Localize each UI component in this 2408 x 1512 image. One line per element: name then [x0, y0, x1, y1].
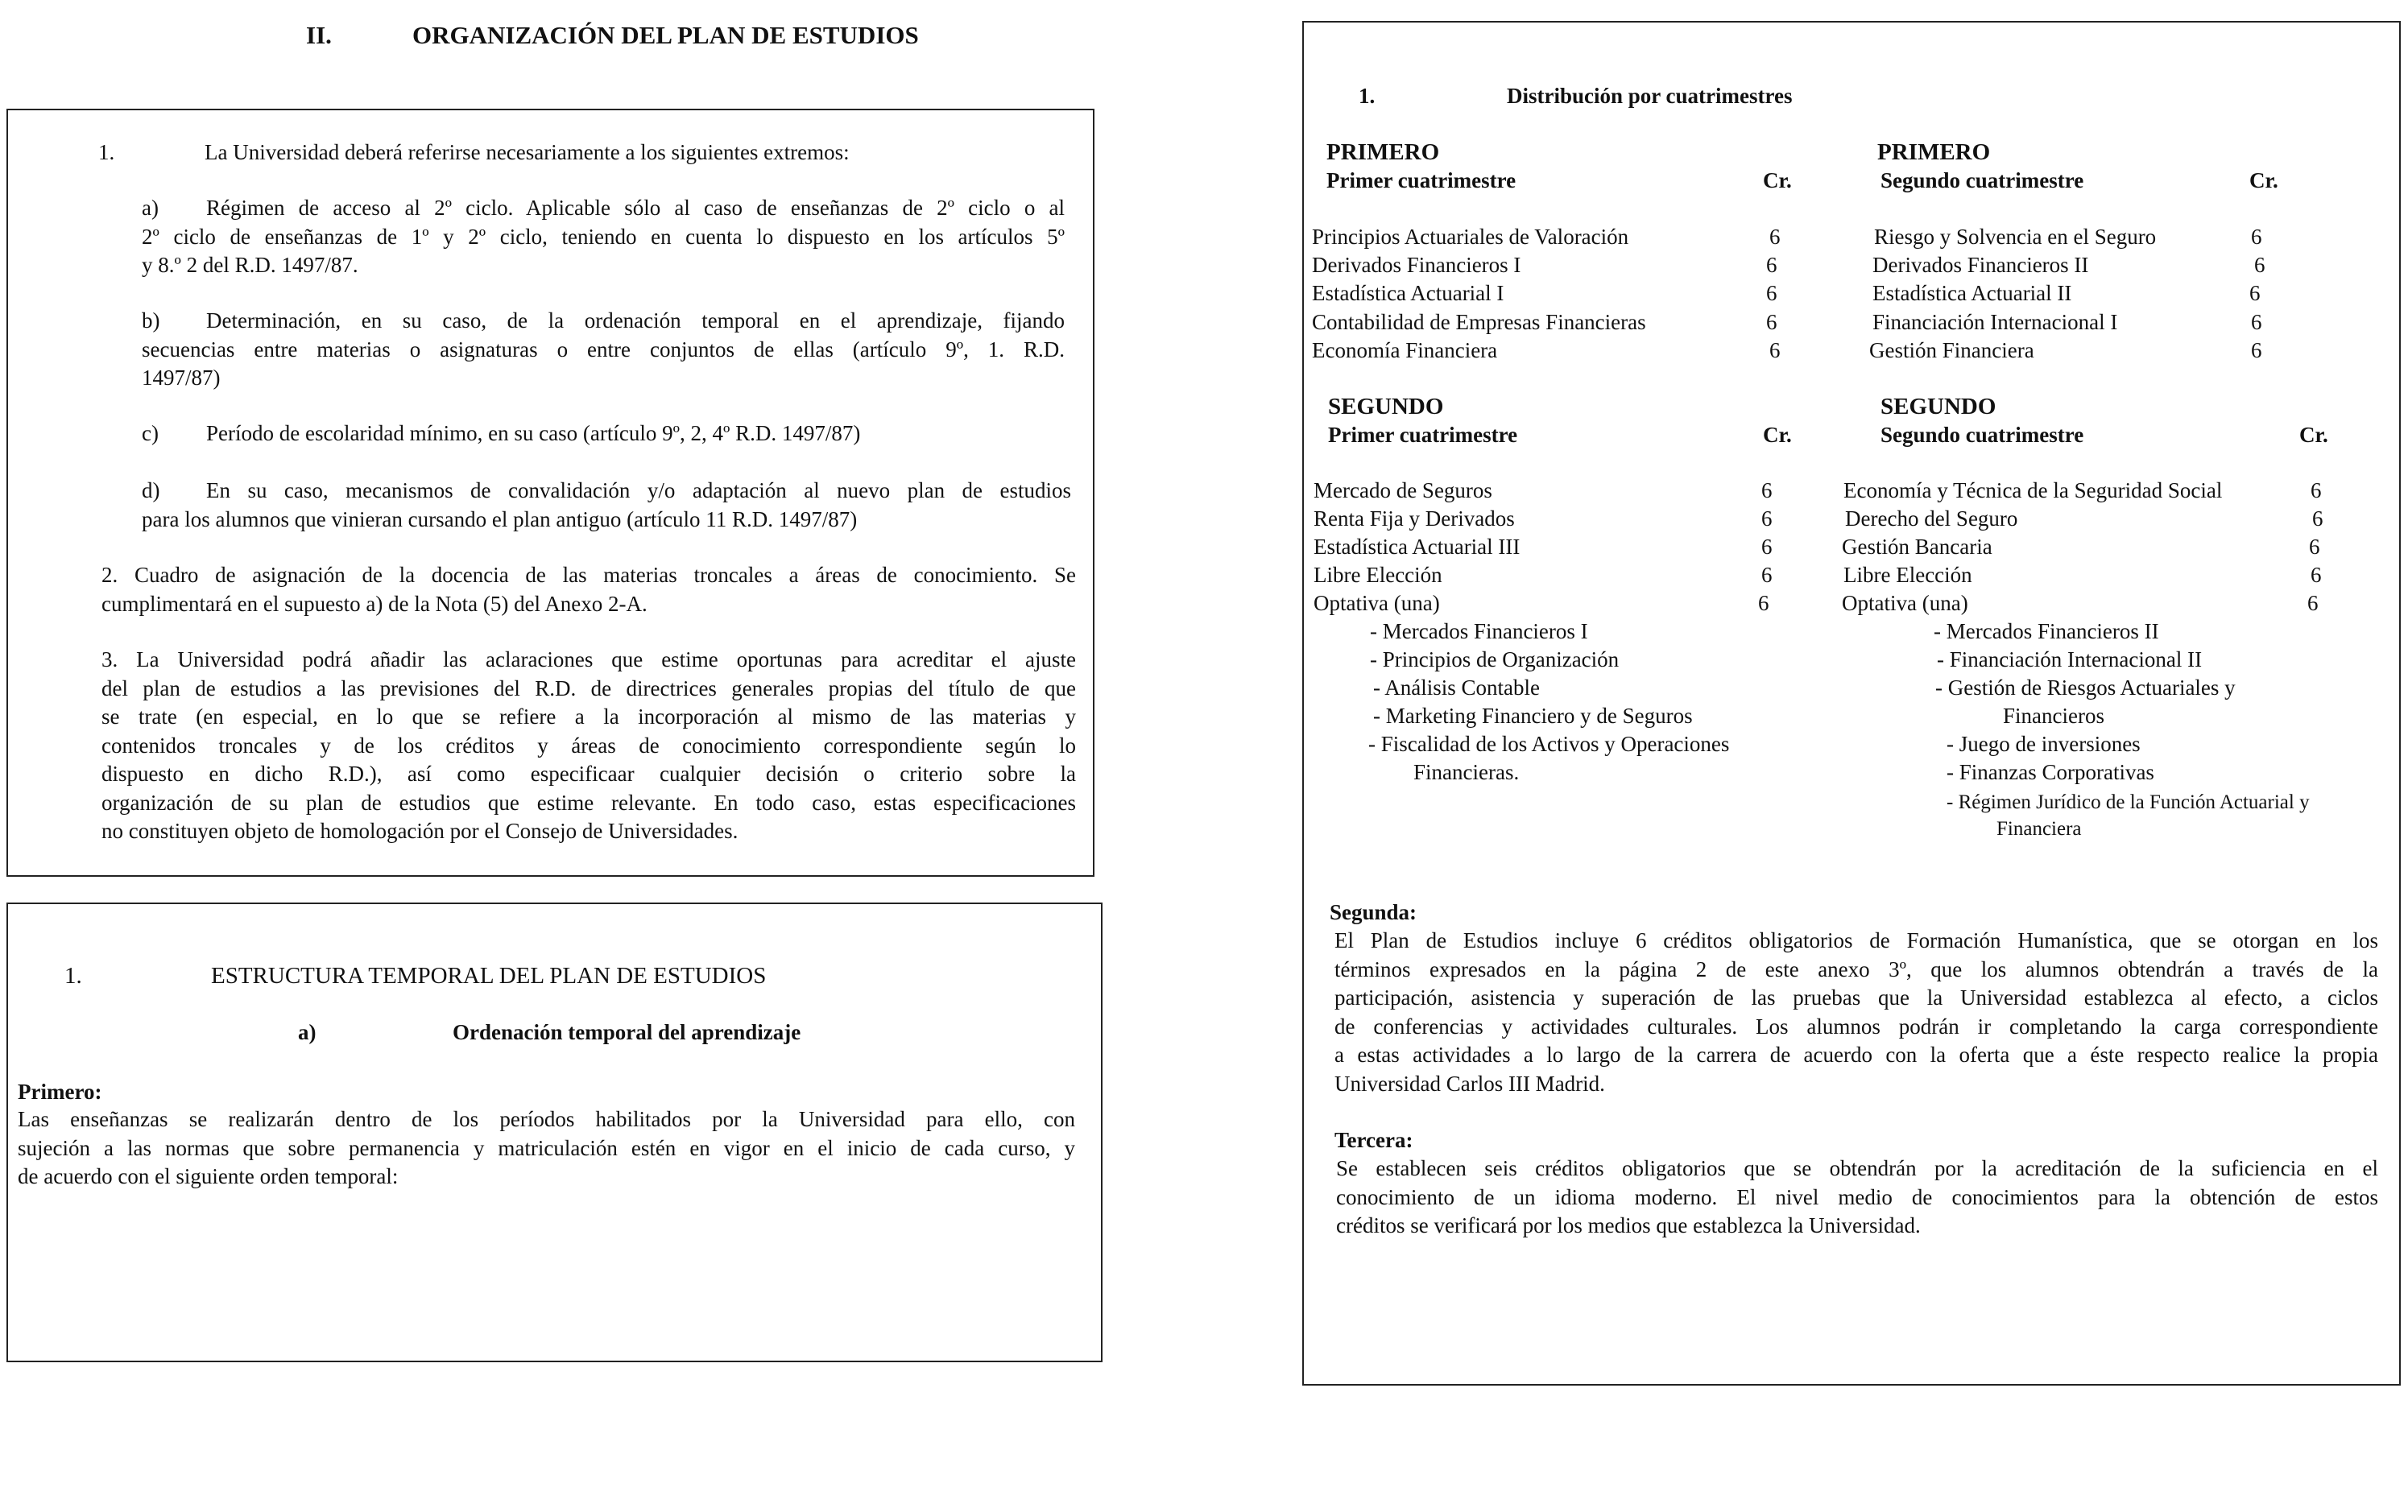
q1-row-cr: 6	[1766, 253, 1777, 277]
q2-row-cr: 6	[2251, 225, 2262, 249]
item-a-text: Régimen de acceso al 2º ciclo. Aplicable sólo al caso de enseñanzas de 2º ciclo o al 2º ciclo de enseñanzas de 1º y 2º ciclo, teniendo en cuenta lo dispuesto en los artículos 5º y 8.º 2 del R.D. 1497/87.	[142, 196, 1065, 277]
q3-row-name: Optativa (una)	[1314, 591, 1440, 615]
q3-term: Primer cuatrimestre	[1328, 423, 1518, 447]
q4-row-name: Libre Elección	[1843, 563, 1972, 587]
temporal-number: 1.	[64, 963, 82, 989]
q3-row-name: Estadística Actuarial III	[1314, 535, 1521, 559]
page-title: ORGANIZACIÓN DEL PLAN DE ESTUDIOS	[412, 21, 919, 49]
q3-cr-header: Cr.	[1763, 423, 1792, 447]
q4-row-cr: 6	[2312, 506, 2323, 531]
primero-text: Las enseñanzas se realizarán dentro de los períodos habilitados por la Universidad para ello, con sujeción a las normas que sobre permanencia y matriculación estén en vigor en el inicio de cada curso, y de acuerdo con el siguiente orden temporal:	[18, 1107, 1075, 1188]
q1-cr-header: Cr.	[1763, 168, 1792, 192]
q2-row-cr: 6	[2251, 310, 2262, 334]
distribution-title: Distribución por cuatrimestres	[1507, 84, 1793, 108]
temporal-title: ESTRUCTURA TEMPORAL DEL PLAN DE ESTUDIOS	[211, 963, 767, 989]
q4-cr-header: Cr.	[2299, 423, 2328, 447]
q1-row-name: Economía Financiera	[1312, 338, 1498, 362]
q3-row-cr: 6	[1761, 506, 1773, 531]
q4-option: - Régimen Jurídico de la Función Actuarial y	[1947, 791, 2310, 813]
q1-row-cr: 6	[1769, 225, 1781, 249]
item-c-letter: c)	[142, 421, 159, 445]
q3-year: SEGUNDO	[1328, 394, 1444, 419]
item-c-text: Período de escolaridad mínimo, en su caso (artículo 9º, 2, 4º R.D. 1497/87)	[206, 421, 861, 445]
item-b-letter: b)	[142, 308, 160, 333]
q2-year: PRIMERO	[1877, 139, 1991, 165]
q2-row-cr: 6	[2251, 338, 2262, 362]
q3-row-cr: 6	[1761, 478, 1773, 502]
q4-option: - Mercados Financieros II	[1934, 619, 2159, 643]
q2-row-cr: 6	[2249, 281, 2261, 305]
q3-option: - Mercados Financieros I	[1370, 619, 1588, 643]
q1-row-name: Estadística Actuarial I	[1312, 281, 1504, 305]
q3-option: - Fiscalidad de los Activos y Operaciones	[1368, 732, 1730, 756]
q4-row-name: Gestión Bancaria	[1842, 535, 1992, 559]
q4-option: Financieros	[2003, 704, 2104, 728]
primero-label: Primero:	[18, 1080, 102, 1104]
q3-option: Financieras.	[1413, 760, 1520, 784]
q4-option: Financiera	[1996, 818, 2082, 840]
q4-option: - Finanzas Corporativas	[1947, 760, 2154, 784]
temporal-sub-letter: a)	[298, 1020, 317, 1044]
q2-row-cr: 6	[2254, 253, 2265, 277]
tercera-text: Se establecen seis créditos obligatorios que se obtendrán por la acreditación de la suficiencia en el conocimiento de un idioma moderno. El nivel medio de conocimientos para la obtención de estos créditos se verificará por los medios que establezca la Universidad.	[1336, 1156, 2378, 1237]
q3-option: - Principios de Organización	[1370, 647, 1620, 671]
requirements-p2: 2. Cuadro de asignación de la docencia de las materias troncales a áreas de conocimiento. Se cumplimentará en el supuesto a) de la Nota (5) del Anexo 2-A.	[101, 563, 1076, 616]
distribution-number: 1.	[1359, 84, 1376, 108]
q3-row-name: Renta Fija y Derivados	[1314, 506, 1515, 531]
q4-row-cr: 6	[2311, 563, 2322, 587]
q1-row-name: Contabilidad de Empresas Financieras	[1312, 310, 1646, 334]
q3-row-name: Libre Elección	[1314, 563, 1442, 587]
q4-option: - Gestión de Riesgos Actuariales y	[1935, 675, 2236, 700]
q3-row-cr: 6	[1761, 535, 1773, 559]
q2-row-name: Estadística Actuarial II	[1872, 281, 2072, 305]
requirements-p1-text: La Universidad deberá referirse necesariamente a los siguientes extremos:	[205, 140, 850, 164]
q4-row-cr: 6	[2311, 478, 2322, 502]
q1-term: Primer cuatrimestre	[1326, 168, 1516, 192]
q3-row-cr: 6	[1761, 563, 1773, 587]
q4-row-cr: 6	[2309, 535, 2320, 559]
q3-row-name: Mercado de Seguros	[1314, 478, 1492, 502]
item-d-letter: d)	[142, 478, 160, 502]
q2-row-name: Financiación Internacional I	[1872, 310, 2118, 334]
q3-option: - Análisis Contable	[1373, 675, 1540, 700]
tercera-label: Tercera:	[1334, 1128, 1413, 1152]
q3-option: - Marketing Financiero y de Seguros	[1373, 704, 1693, 728]
q4-row-name: Economía y Técnica de la Seguridad Social	[1843, 478, 2223, 502]
segunda-text: El Plan de Estudios incluye 6 créditos obligatorios de Formación Humanística, que se otorgan en los términos expresados en la página 2 de este anexo 3º, que los alumnos obtendrán a través de la participación, asistencia y superación de las pruebas que la Universidad establezca al efecto, a ciclos de conferencias y actividades culturales. Los alumnos podrán ir completando la carga correspondiente a estas actividades a lo largo de la carrera de acuerdo con la oferta que a éste respecto realice la propia Universidad Carlos III Madrid.	[1334, 928, 2378, 1096]
q2-cr-header: Cr.	[2249, 168, 2278, 192]
q4-row-name: Optativa (una)	[1842, 591, 1968, 615]
q4-option: - Financiación Internacional II	[1937, 647, 2203, 671]
q2-row-name: Derivados Financieros II	[1872, 253, 2089, 277]
q1-row-cr: 6	[1766, 281, 1777, 305]
q4-row-name: Derecho del Seguro	[1845, 506, 2018, 531]
section-number: II.	[306, 21, 332, 49]
item-d-text: En su caso, mecanismos de convalidación y/o adaptación al nuevo plan de estudios para los alumnos que vinieran cursando el plan antiguo (artículo 11 R.D. 1497/87)	[142, 478, 1071, 531]
q4-option: - Juego de inversiones	[1947, 732, 2141, 756]
q4-row-cr: 6	[2307, 591, 2319, 615]
q4-term: Segundo cuatrimestre	[1880, 423, 2084, 447]
q1-row-name: Principios Actuariales de Valoración	[1312, 225, 1629, 249]
q2-term: Segundo cuatrimestre	[1880, 168, 2084, 192]
q2-row-name: Gestión Financiera	[1869, 338, 2034, 362]
q1-row-cr: 6	[1766, 310, 1777, 334]
requirements-p1-number: 1.	[98, 140, 115, 164]
item-b-text: Determinación, en su caso, de la ordenación temporal en el aprendizaje, fijando secuencias entre materias o asignaturas o entre conjuntos de ellas (artículo 9º, 1. R.D. 1497/87)	[142, 308, 1065, 390]
q3-row-cr: 6	[1758, 591, 1769, 615]
requirements-p3: 3. La Universidad podrá añadir las aclaraciones que estime oportunas para acreditar el ajuste del plan de estudios a las previsiones del R.D. de directrices generales propias del título de que se trate (en especial, en lo que se refiere a la incorporación al mismo de las materias y contenidos troncales y de los créditos y áreas de conocimiento correspondiente según lo dispuesto en dicho R.D.), así como especificaar cualquier decisión o criterio sobre la organización de su plan de estudios que estime relevante. En todo caso, estas especificaciones no constituyen objeto de homologación por el Consejo de Universidades.	[101, 647, 1076, 843]
segunda-label: Segunda:	[1330, 900, 1417, 924]
q4-year: SEGUNDO	[1880, 394, 1996, 419]
q1-row-name: Derivados Financieros I	[1312, 253, 1521, 277]
temporal-sub-title: Ordenación temporal del aprendizaje	[453, 1020, 801, 1044]
q1-year: PRIMERO	[1326, 139, 1440, 165]
item-a-letter: a)	[142, 196, 159, 220]
q1-row-cr: 6	[1769, 338, 1781, 362]
q2-row-name: Riesgo y Solvencia en el Seguro	[1874, 225, 2157, 249]
